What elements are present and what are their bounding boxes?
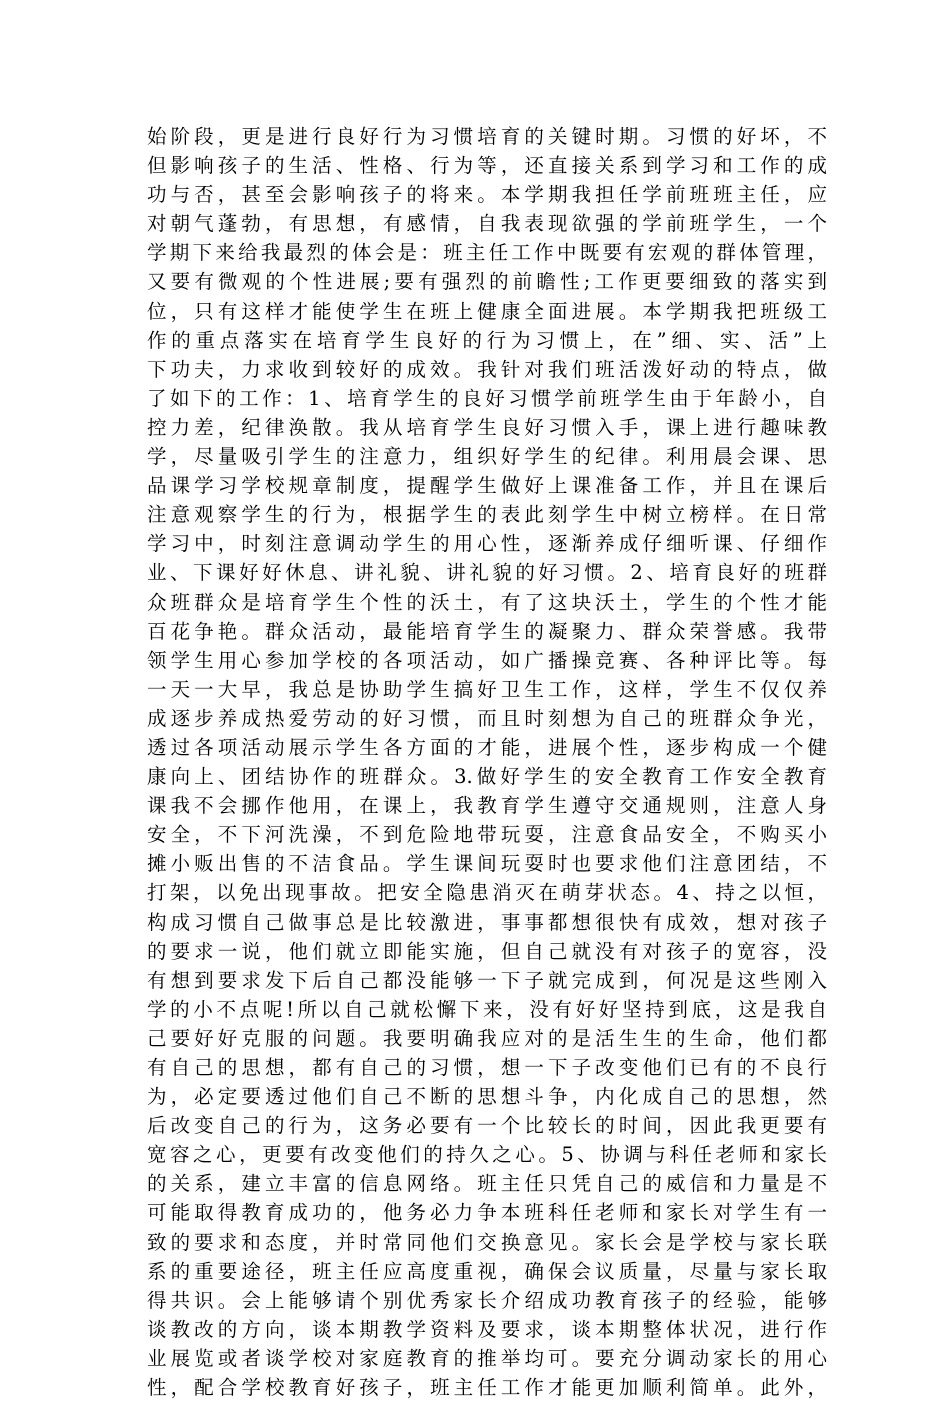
text-line: 打架，以免出现事故。把安全隐患消灭在萌芽状态。4、持之以恒，: [147, 881, 827, 905]
text-line: 业、下课好好休息、讲礼貌、讲礼貌的好习惯。2、培育良好的班群: [147, 561, 827, 585]
text-line: 得共识。会上能够请个别优秀家长介绍成功教育孩子的经验，能够: [147, 1288, 827, 1312]
text-line: 谈教改的方向，谈本期教学资料及要求，谈本期整体状况，进行作: [147, 1317, 827, 1341]
text-line: 始阶段，更是进行良好行为习惯培育的关键时期。习惯的好坏，不: [147, 125, 827, 148]
text-line: 学习中，时刻注意调动学生的用心性，逐渐养成仔细听课、仔细作: [147, 532, 827, 556]
text-line: 下功夫，力求收到较好的成效。我针对我们班活泼好动的特点，做: [147, 357, 827, 381]
text-line: 的关系，建立丰富的信息网络。班主任只凭自己的威信和力量是不: [147, 1172, 827, 1196]
text-line: 有想到要求发下后自己都没能够一下子就完成到，何况是这些刚入: [147, 968, 827, 992]
text-line: 学，尽量吸引学生的注意力，组织好学生的纪律。利用晨会课、思: [147, 445, 827, 469]
text-line: 品课学习学校规章制度，提醒学生做好上课准备工作，并且在课后: [147, 474, 827, 498]
text-line: 己要好好克服的问题。我要明确我应对的是活生生的生命，他们都: [147, 1026, 827, 1050]
text-line: 康向上、团结协作的班群众。3.做好学生的安全教育工作安全教育: [147, 765, 827, 789]
text-line: 业展览或者谈学校对家庭教育的推举均可。要充分调动家长的用心: [147, 1346, 827, 1370]
body-text: [147, 122, 827, 1402]
text-line: 摊小贩出售的不洁食品。学生课间玩耍时也要求他们注意团结，不: [147, 852, 827, 876]
text-line: 可能取得教育成功的，他务必力争本班科任老师和家长对学生有一: [147, 1201, 827, 1225]
text-line: 构成习惯自己做事总是比较激进，事事都想很快有成效，想对孩子: [147, 910, 827, 934]
text-line: 了如下的工作：1、培育学生的良好习惯学前班学生由于年龄小，自: [147, 386, 827, 410]
text-line: 控力差，纪律涣散。我从培育学生良好习惯入手，课上进行趣味教: [147, 415, 827, 439]
text-line: 有自己的思想，都有自己的习惯，想一下子改变他们已有的不良行: [147, 1056, 827, 1079]
text-line: 众班群众是培育学生个性的沃土，有了这块沃土，学生的个性才能: [147, 590, 827, 614]
text-line: 学的小不点呢!所以自己就松懈下来，没有好好坚持到底，这是我自: [147, 997, 827, 1021]
text-line: 宽容之心，更要有改变他们的持久之心。5、协调与科任老师和家长: [147, 1143, 827, 1167]
text-line: 的要求一说，他们就立即能实施，但自己就没有对孩子的宽容，没: [147, 939, 827, 963]
text-line: 功与否，甚至会影响孩子的将来。本学期我担任学前班班主任，应: [147, 183, 827, 207]
text-line: 为，必定要透过他们自己不断的思想斗争，内化成自己的思想，然: [147, 1085, 827, 1109]
text-line: 后改变自己的行为，这务必要有一个比较长的时间，因此我更要有: [147, 1114, 827, 1138]
text-line: 对朝气蓬勃，有思想，有感情，自我表现欲强的学前班学生，一个: [147, 212, 827, 236]
text-line: 成逐步养成热爱劳动的好习惯，而且时刻想为自己的班群众争光，: [147, 706, 827, 730]
text-line: 系的重要途径，班主任应高度重视，确保会议质量，尽量与家长取: [147, 1259, 827, 1283]
text-line: 作的重点落实在培育学生良好的行为习惯上，在”细、实、活”上: [147, 328, 827, 352]
text-line: 学期下来给我最烈的体会是：班主任工作中既要有宏观的群体管理，: [147, 241, 827, 265]
text-line: 百花争艳。群众活动，最能培育学生的凝聚力、群众荣誉感。我带: [147, 619, 827, 643]
text-line: 注意观察学生的行为，根据学生的表此刻学生中树立榜样。在日常: [147, 503, 827, 527]
text-line: 透过各项活动展示学生各方面的才能，进展个性，逐步构成一个健: [147, 735, 827, 759]
text-line: 领学生用心参加学校的各项活动，如广播操竞赛、各种评比等。每: [147, 648, 827, 672]
text-line: 课我不会挪作他用，在课上，我教育学生遵守交通规则，注意人身: [147, 794, 827, 818]
text-line: 又要有微观的个性进展;要有强烈的前瞻性;工作更要细致的落实到: [147, 270, 827, 294]
text-line: 致的要求和态度，并时常同他们交换意见。家长会是学校与家长联: [147, 1230, 827, 1254]
text-line: 性，配合学校教育好孩子，班主任工作才能更加顺利简单。此外，: [147, 1376, 827, 1400]
text-line: 位，只有这样才能使学生在班上健康全面进展。本学期我把班级工: [147, 299, 827, 323]
text-line: 一天一大早，我总是协助学生搞好卫生工作，这样，学生不仅仅养: [147, 677, 827, 701]
text-line: 安全，不下河洗澡，不到危险地带玩耍，注意食品安全，不购买小: [147, 823, 827, 847]
text-line: 但影响孩子的生活、性格、行为等，还直接关系到学习和工作的成: [147, 154, 827, 178]
